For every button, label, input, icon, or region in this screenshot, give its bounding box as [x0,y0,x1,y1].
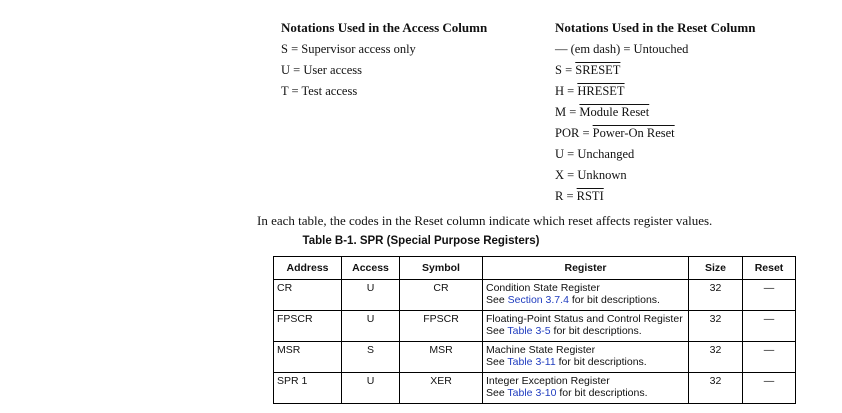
cell-address: MSR [274,342,342,373]
column-header-symbol: Symbol [400,257,483,280]
register-name: Machine State Register [486,344,596,356]
cell-reset: — [743,311,796,342]
cell-symbol: CR [400,280,483,311]
cell-size: 32 [689,342,743,373]
table-row [274,280,796,311]
access-notation-item: S = Supervisor access only [281,42,416,56]
reset-notation-item: U = Unchanged [555,147,635,161]
register-see-also: See Section 3.7.4 for bit descriptions. [486,294,660,306]
cross-reference-link[interactable]: Section 3.7.4 [507,294,569,306]
column-header-register: Register [483,257,689,280]
cell-symbol: FPSCR [400,311,483,342]
reset-notation-item: S = SRESET [555,63,621,77]
cell-access: U [342,311,400,342]
reset-notation-item: M = Module Reset [555,105,650,119]
intro-text: In each table, the codes in the Reset column indicate which reset affects register values. [257,213,713,228]
table-row [274,311,796,342]
register-name: Integer Exception Register [486,375,610,387]
cross-reference-link[interactable]: Table 3-10 [507,387,557,399]
cell-symbol: XER [400,373,483,404]
reset-notation-item: POR = Power-On Reset [555,126,675,140]
register-name: Condition State Register [486,282,600,294]
cell-reset: — [743,342,796,373]
reset-notation-item: H = HRESET [555,84,625,98]
access-notation-title: Notations Used in the Access Column [281,20,488,35]
cell-size: 32 [689,311,743,342]
reset-notation-title: Notations Used in the Reset Column [555,20,756,35]
cell-reset: — [743,280,796,311]
column-header-access: Access [342,257,400,280]
reset-notation-item: — (em dash) = Untouched [555,42,689,56]
reset-notation [555,18,755,207]
cell-register [483,342,689,373]
table-row [274,373,796,404]
register-name: Floating-Point Status and Control Register [486,313,683,325]
column-header-size: Size [689,257,743,280]
cross-reference-link[interactable]: Table 3-11 [507,356,556,368]
cell-access: S [342,342,400,373]
cross-reference-link[interactable]: Table 3-5 [507,325,551,337]
cell-register [483,280,689,311]
column-header-address: Address [274,257,342,280]
cell-symbol: MSR [400,342,483,373]
access-notation-item: T = Test access [281,84,358,98]
cell-address: FPSCR [274,311,342,342]
table-row [274,342,796,373]
cell-address: CR [274,280,342,311]
cell-access: U [342,373,400,404]
cell-size: 32 [689,280,743,311]
register-see-also: See Table 3-5 for bit descriptions. [486,325,642,337]
cell-size: 32 [689,373,743,404]
access-notation [281,18,487,102]
cell-reset: — [743,373,796,404]
table-header-row [274,257,796,280]
reset-notation-item: X = Unknown [555,168,627,182]
cell-access: U [342,280,400,311]
cell-register [483,373,689,404]
column-header-reset: Reset [743,257,796,280]
register-see-also: See Table 3-11 for bit descriptions. [486,356,647,368]
register-see-also: See Table 3-10 for bit descriptions. [486,387,648,399]
cell-address: SPR 1 [274,373,342,404]
table-caption: Table B-1. SPR (Special Purpose Registers) [302,235,540,247]
spr-table [273,256,796,404]
reset-notation-item: R = RSTI [555,189,604,203]
access-notation-item: U = User access [281,63,362,77]
cell-register [483,311,689,342]
